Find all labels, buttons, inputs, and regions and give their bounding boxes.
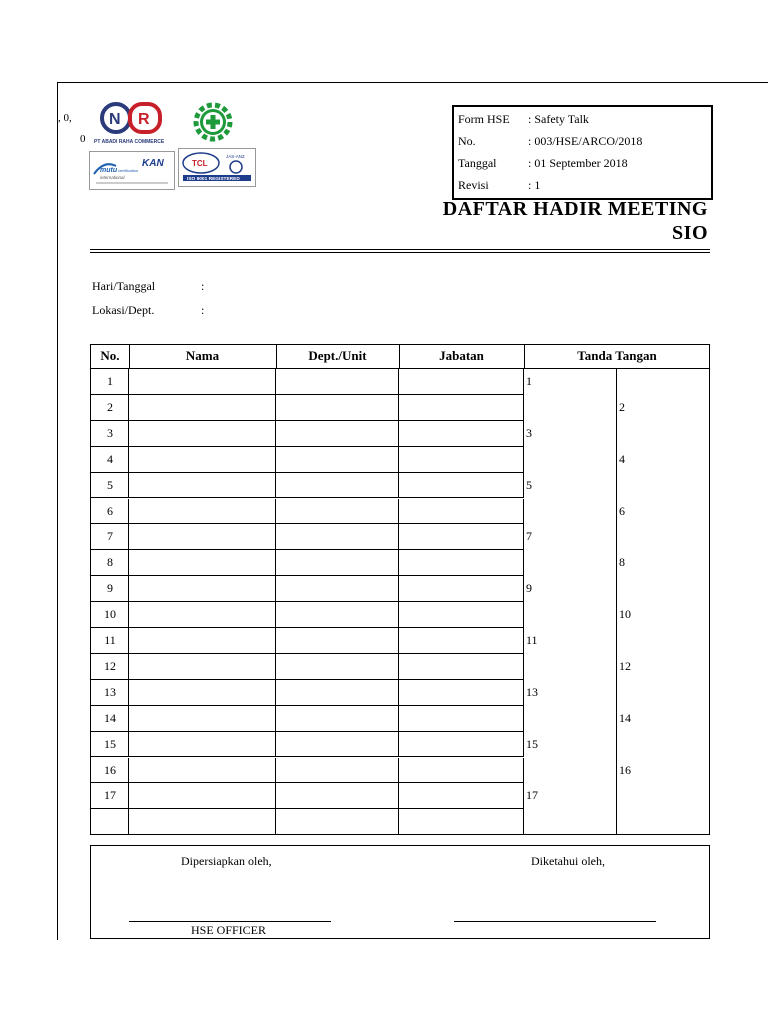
row-jabatan-cell[interactable] bbox=[399, 369, 524, 395]
row-dept-cell[interactable] bbox=[276, 421, 399, 447]
svg-text:certification: certification bbox=[118, 168, 139, 173]
form-info-key: Tanggal bbox=[458, 156, 497, 170]
row-number: 3 bbox=[107, 425, 113, 440]
row-number: 2 bbox=[107, 399, 113, 414]
row-dept-cell[interactable] bbox=[276, 783, 399, 809]
prepared-role: HSE OFFICER bbox=[191, 923, 267, 937]
svg-text:international: international bbox=[100, 175, 125, 180]
column-divider bbox=[399, 345, 400, 369]
signature-slot-number: 12 bbox=[619, 658, 631, 673]
svg-text:R: R bbox=[138, 111, 150, 128]
header-no: No. bbox=[100, 348, 120, 363]
row-jabatan-cell[interactable] bbox=[399, 680, 524, 706]
signature-area[interactable] bbox=[525, 369, 709, 834]
row-number: 10 bbox=[104, 607, 116, 622]
svg-text:KAN: KAN bbox=[142, 158, 164, 169]
signature-slot-number: 5 bbox=[526, 477, 532, 492]
row-number: 6 bbox=[107, 503, 113, 518]
form-info-row bbox=[458, 131, 708, 151]
form-info-key: Form HSE bbox=[458, 112, 510, 126]
prepared-signature-line bbox=[129, 921, 331, 922]
form-info-box bbox=[452, 105, 713, 200]
row-dept-cell[interactable] bbox=[276, 758, 399, 784]
location-colon: : bbox=[201, 303, 205, 317]
header-row bbox=[91, 345, 709, 369]
row-dept-cell[interactable] bbox=[276, 524, 399, 550]
row-nama-cell[interactable] bbox=[129, 680, 276, 706]
row-number: 5 bbox=[107, 477, 113, 492]
row-jabatan-cell[interactable] bbox=[399, 654, 524, 680]
column-divider bbox=[276, 345, 277, 369]
top-border bbox=[57, 82, 768, 83]
signature-slot-number: 15 bbox=[526, 736, 538, 751]
column-divider bbox=[524, 345, 525, 369]
row-dept-cell[interactable] bbox=[276, 706, 399, 732]
row-dept-cell[interactable] bbox=[276, 602, 399, 628]
company-logo bbox=[92, 100, 168, 148]
row-nama-cell[interactable] bbox=[129, 524, 276, 550]
row-jabatan-cell[interactable] bbox=[399, 576, 524, 602]
row-nama-cell[interactable] bbox=[129, 758, 276, 784]
acknowledged-by-label: Diketahui oleh, bbox=[531, 854, 605, 868]
company-name: PT ABADI RAHA COMMERCE bbox=[94, 139, 165, 145]
row-nama-cell[interactable] bbox=[129, 369, 276, 395]
row-jabatan-cell[interactable] bbox=[399, 395, 524, 421]
row-dept-cell[interactable] bbox=[276, 628, 399, 654]
signature-slot-number: 1 bbox=[526, 374, 532, 388]
header-nama: Nama bbox=[185, 348, 220, 363]
row-number: 14 bbox=[104, 710, 116, 725]
row-jabatan-cell[interactable] bbox=[399, 706, 524, 732]
signature-slot-number: 16 bbox=[619, 762, 631, 777]
form-info-key: No. bbox=[458, 134, 476, 148]
row-dept-cell[interactable] bbox=[276, 680, 399, 706]
row-jabatan-cell[interactable] bbox=[399, 447, 524, 473]
row-nama-cell[interactable] bbox=[129, 783, 276, 809]
form-info-value: : 1 bbox=[528, 178, 541, 192]
signature-box bbox=[90, 845, 710, 939]
row-nama-cell[interactable] bbox=[129, 421, 276, 447]
row-nama-cell[interactable] bbox=[129, 602, 276, 628]
row-nama-cell[interactable] bbox=[129, 395, 276, 421]
row-nama-cell[interactable] bbox=[129, 447, 276, 473]
row-number: 9 bbox=[107, 581, 113, 596]
row-jabatan-cell[interactable] bbox=[399, 473, 524, 499]
signature-slot-number: 14 bbox=[619, 710, 631, 725]
row-nama-cell[interactable] bbox=[129, 499, 276, 525]
row-jabatan-cell[interactable] bbox=[399, 809, 524, 834]
svg-text:N: N bbox=[109, 111, 121, 128]
row-number: 7 bbox=[107, 529, 113, 544]
row-nama-cell[interactable] bbox=[129, 732, 276, 758]
row-number: 16 bbox=[104, 762, 116, 777]
row-dept-cell[interactable] bbox=[276, 499, 399, 525]
row-dept-cell[interactable] bbox=[276, 395, 399, 421]
svg-text:TCL: TCL bbox=[192, 159, 208, 168]
row-jabatan-cell[interactable] bbox=[399, 783, 524, 809]
svg-text:JAS-ANZ: JAS-ANZ bbox=[226, 154, 245, 159]
row-jabatan-cell[interactable] bbox=[399, 758, 524, 784]
column-divider bbox=[129, 345, 130, 369]
row-nama-cell[interactable] bbox=[129, 628, 276, 654]
signature-slot-number: 10 bbox=[619, 607, 631, 622]
row-dept-cell[interactable] bbox=[276, 447, 399, 473]
row-jabatan-cell[interactable] bbox=[399, 524, 524, 550]
signature-slot-number: 4 bbox=[619, 451, 625, 466]
row-nama-cell[interactable] bbox=[129, 706, 276, 732]
signature-slot-number: 17 bbox=[526, 788, 538, 803]
row-dept-cell[interactable] bbox=[276, 654, 399, 680]
form-info-value: : 003/HSE/ARCO/2018 bbox=[528, 134, 643, 148]
signature-slot-number: 3 bbox=[526, 425, 532, 440]
row-dept-cell[interactable] bbox=[276, 576, 399, 602]
mutu-kan-certification-badge bbox=[89, 151, 175, 190]
row-number: 1 bbox=[107, 374, 113, 388]
form-info-value: : Safety Talk bbox=[528, 112, 589, 126]
signature-slot-number: 8 bbox=[619, 555, 625, 570]
row-jabatan-cell[interactable] bbox=[399, 732, 524, 758]
title-divider bbox=[90, 249, 710, 250]
signature-slot-number: 9 bbox=[526, 581, 532, 596]
row-dept-cell[interactable] bbox=[276, 473, 399, 499]
row-number: 8 bbox=[107, 555, 113, 570]
signature-slot-number: 7 bbox=[526, 529, 532, 544]
title-divider bbox=[90, 252, 710, 253]
row-jabatan-cell[interactable] bbox=[399, 602, 524, 628]
document-subtitle: SIO bbox=[672, 222, 708, 244]
acknowledged-signature-line bbox=[454, 921, 656, 922]
signature-slot-number: 2 bbox=[619, 399, 625, 414]
row-jabatan-cell[interactable] bbox=[399, 628, 524, 654]
tcl-iso-certification-badge bbox=[178, 148, 256, 187]
header-jabatan: Jabatan bbox=[439, 348, 484, 363]
row-number: 13 bbox=[104, 684, 116, 699]
left-border bbox=[57, 82, 58, 940]
row-jabatan-cell[interactable] bbox=[399, 421, 524, 447]
form-info-row bbox=[458, 175, 708, 195]
prepared-by-label: Dipersiapkan oleh, bbox=[181, 854, 272, 868]
location-label: Lokasi/Dept. bbox=[92, 303, 155, 317]
header-tanda-tangan: Tanda Tangan bbox=[577, 348, 657, 363]
row-dept-cell[interactable] bbox=[276, 732, 399, 758]
row-dept-cell[interactable] bbox=[276, 809, 399, 834]
form-info-row bbox=[458, 109, 708, 129]
row-number: 15 bbox=[104, 736, 116, 751]
svg-text:ISO 9001 REGISTERED: ISO 9001 REGISTERED bbox=[187, 177, 240, 182]
row-dept-cell[interactable] bbox=[276, 369, 399, 395]
row-number: 4 bbox=[107, 451, 113, 466]
svg-text:mutu: mutu bbox=[100, 167, 118, 174]
document-title: DAFTAR HADIR MEETING bbox=[442, 198, 708, 220]
form-info-value: : 01 September 2018 bbox=[528, 156, 628, 170]
stray-text: 0 bbox=[80, 133, 86, 145]
row-no-cell bbox=[91, 809, 129, 834]
date-label: Hari/Tanggal bbox=[92, 279, 156, 293]
signature-slot-number: 6 bbox=[619, 503, 625, 518]
row-nama-cell[interactable] bbox=[129, 654, 276, 680]
date-colon: : bbox=[201, 279, 205, 293]
stray-text: , 0, bbox=[58, 112, 72, 124]
signature-slot-number: 13 bbox=[526, 684, 538, 699]
row-number: 12 bbox=[104, 658, 116, 673]
signature-slot-number: 11 bbox=[526, 633, 538, 647]
header-dept: Dept./Unit bbox=[308, 348, 367, 363]
row-number: 17 bbox=[104, 788, 116, 803]
row-nama-cell[interactable] bbox=[129, 550, 276, 576]
form-info-row bbox=[458, 153, 708, 173]
k3-safety-icon bbox=[189, 101, 237, 143]
row-nama-cell[interactable] bbox=[129, 576, 276, 602]
row-nama-cell[interactable] bbox=[129, 473, 276, 499]
row-nama-cell[interactable] bbox=[129, 809, 276, 834]
row-dept-cell[interactable] bbox=[276, 550, 399, 576]
form-info-key: Revisi bbox=[458, 178, 489, 192]
row-jabatan-cell[interactable] bbox=[399, 499, 524, 525]
row-number: 11 bbox=[104, 633, 116, 647]
attendance-table bbox=[90, 344, 710, 835]
row-jabatan-cell[interactable] bbox=[399, 550, 524, 576]
